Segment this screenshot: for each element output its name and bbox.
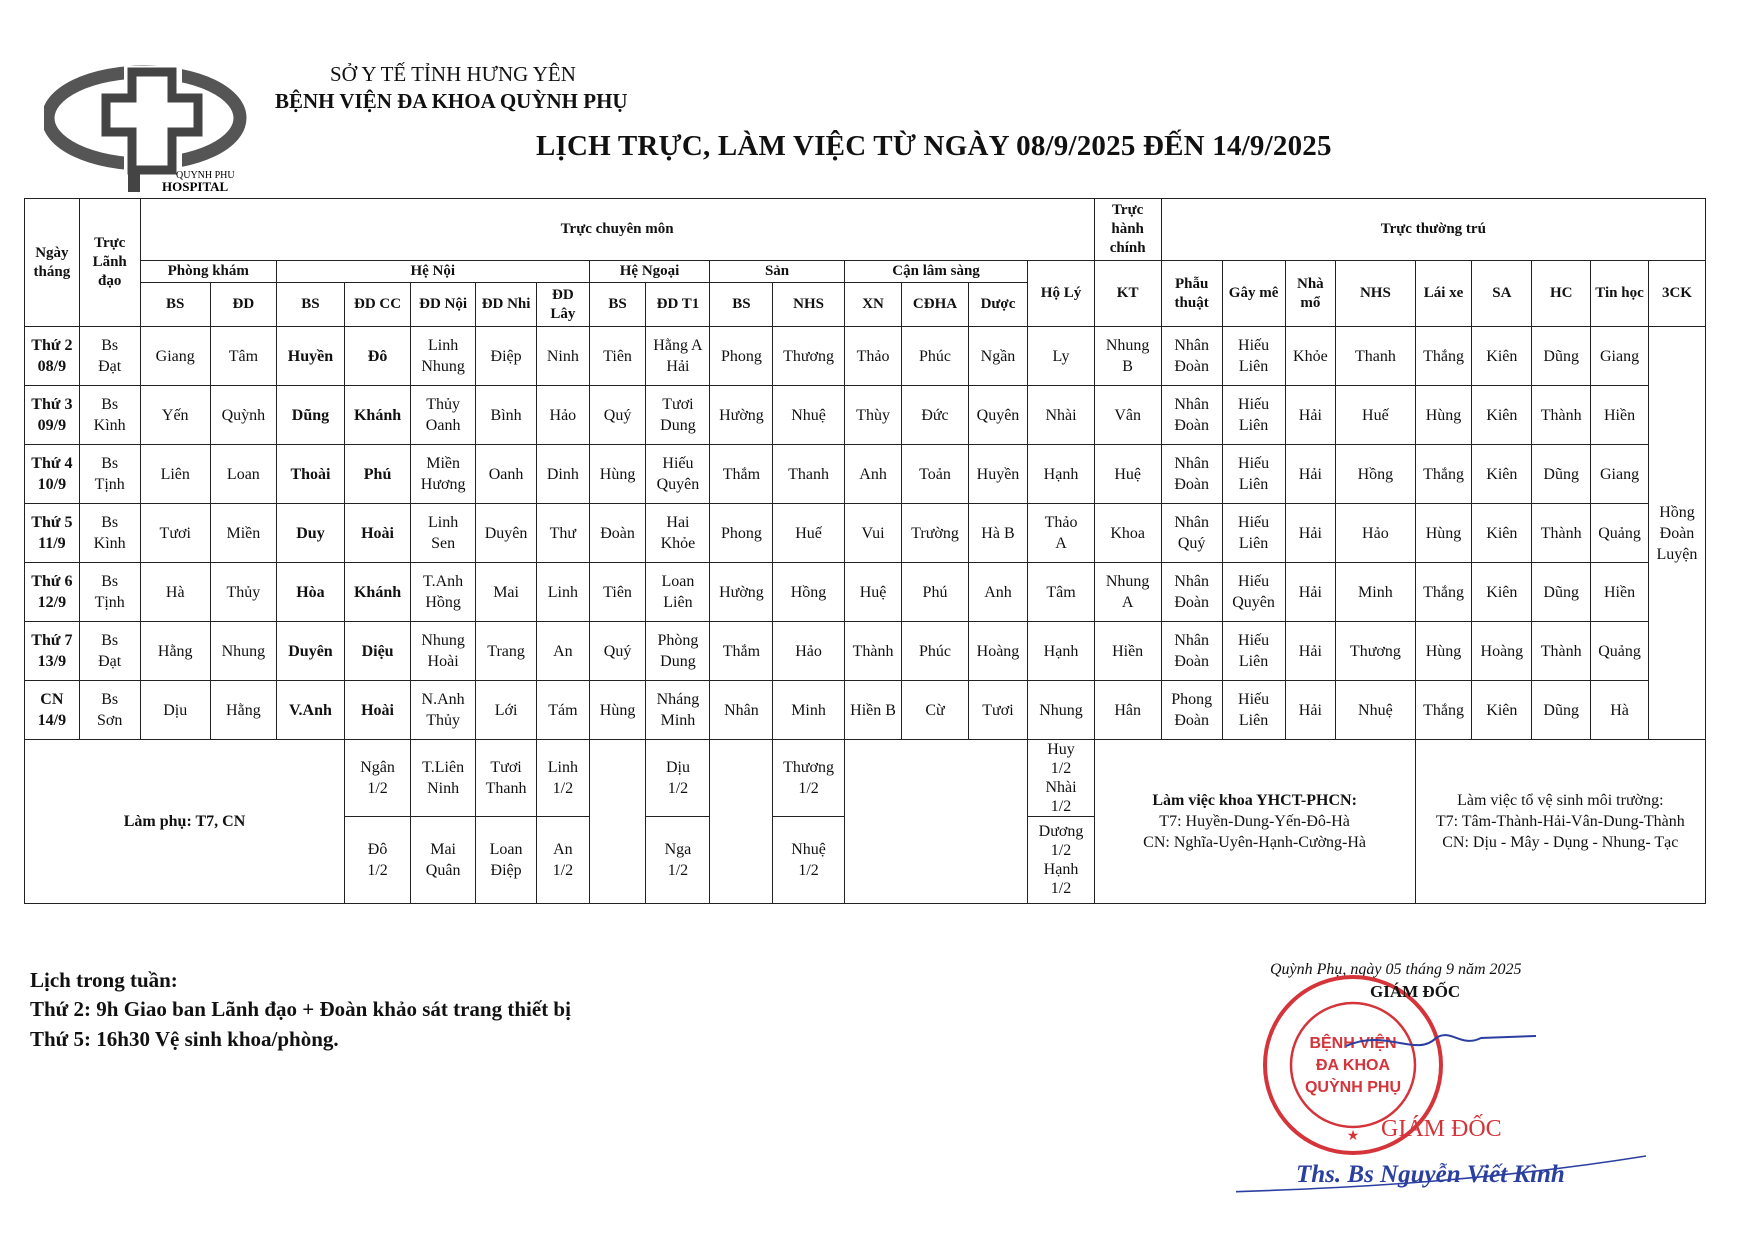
header-nursing-aide: Hộ Lý xyxy=(1028,261,1094,327)
duty-schedule-table xyxy=(24,198,1706,904)
table-cell: Thắng xyxy=(1415,681,1472,740)
table-cell: Trường xyxy=(902,504,968,563)
table-cell: Hoài xyxy=(345,681,411,740)
table-cell: N.Anh Thủy xyxy=(411,681,476,740)
table-cell: Anh xyxy=(844,445,902,504)
table-cell: Hiếu Liên xyxy=(1222,445,1285,504)
table-cell: Yến xyxy=(140,386,210,445)
side-duty-ddnhi-bottom: Loan Điệp xyxy=(476,817,537,904)
table-cell: Hồng xyxy=(773,563,844,622)
table-row xyxy=(25,445,1706,504)
table-cell: Trang xyxy=(476,622,537,681)
sub-header: ĐD CC xyxy=(345,283,411,327)
table-cell: Nhài xyxy=(1028,386,1094,445)
table-cell: Bình xyxy=(476,386,537,445)
row-leader: Bs Tịnh xyxy=(79,563,140,622)
table-row xyxy=(25,504,1706,563)
side-duty-ddt1-top: Dịu 1/2 xyxy=(646,740,710,817)
table-cell: Thủy xyxy=(210,563,276,622)
stamp-line-2: ĐA KHOA xyxy=(1315,1057,1391,1074)
table-cell: Dũng xyxy=(1532,445,1591,504)
table-cell: Toản xyxy=(902,445,968,504)
sanitation-title: Làm việc tổ vệ sinh môi trường: xyxy=(1457,792,1664,809)
weekly-item-monday: Thứ 2: 9h Giao ban Lãnh đạo + Đoàn khảo sát trang thiết bị xyxy=(30,997,571,1021)
schedule-rows xyxy=(25,327,1706,740)
ck3-cell: Hồng Đoàn Luyện xyxy=(1648,327,1705,740)
table-cell: Thành xyxy=(1532,504,1591,563)
empty-cell xyxy=(844,740,1028,904)
table-cell: Giang xyxy=(1591,445,1649,504)
row-date: Thứ 4 10/9 xyxy=(25,445,80,504)
table-cell: Giang xyxy=(140,327,210,386)
table-cell: Thanh xyxy=(1336,327,1415,386)
table-cell: Hiếu Quyên xyxy=(646,445,710,504)
logo-text-bottom: HOSPITAL xyxy=(162,179,229,194)
table-cell: Huyền xyxy=(276,327,344,386)
table-cell: Kiên xyxy=(1472,563,1532,622)
table-cell: Nháng Minh xyxy=(646,681,710,740)
table-cell: Hằng A Hải xyxy=(646,327,710,386)
table-row xyxy=(25,327,1706,386)
table-cell: Hảo xyxy=(537,386,590,445)
table-cell: Hòa xyxy=(276,563,344,622)
header-surgery: Phẫu thuật xyxy=(1161,261,1222,327)
table-cell: Phú xyxy=(345,445,411,504)
table-cell: Khánh xyxy=(345,386,411,445)
table-cell: Quý xyxy=(589,622,646,681)
table-cell: Phòng Dung xyxy=(646,622,710,681)
table-cell: Đức xyxy=(902,386,968,445)
sub-header: BS xyxy=(276,283,344,327)
table-cell: Dũng xyxy=(1532,563,1591,622)
group-paraclinical: Cận lâm sàng xyxy=(844,261,1028,283)
row-leader: Bs Đạt xyxy=(79,622,140,681)
table-cell: Thư xyxy=(537,504,590,563)
table-cell: An xyxy=(537,622,590,681)
table-cell: Hải xyxy=(1285,563,1336,622)
header-midwife: NHS xyxy=(1336,261,1415,327)
table-cell: Dũng xyxy=(276,386,344,445)
table-cell: Liên xyxy=(140,445,210,504)
header-admin: Trực hành chính xyxy=(1094,199,1161,261)
table-cell: Giang xyxy=(1591,327,1649,386)
table-cell: Điệp xyxy=(476,327,537,386)
table-cell: Nhân Đoàn xyxy=(1161,622,1222,681)
table-cell: Huế xyxy=(1336,386,1415,445)
side-duty-nhs-bottom: Nhuệ 1/2 xyxy=(773,817,844,904)
table-cell: Kiên xyxy=(1472,327,1532,386)
table-cell: Tâm xyxy=(1028,563,1094,622)
sub-header: ĐD Nhi xyxy=(476,283,537,327)
table-cell: Quảng xyxy=(1591,622,1649,681)
sub-header: ĐD T1 xyxy=(646,283,710,327)
table-cell: Hùng xyxy=(589,681,646,740)
table-cell: Miền Hương xyxy=(411,445,476,504)
table-row xyxy=(25,622,1706,681)
table-cell: Hải xyxy=(1285,681,1336,740)
yhct-notice xyxy=(1094,740,1415,904)
table-cell: Khoa xyxy=(1094,504,1161,563)
table-cell: Thắm xyxy=(710,622,773,681)
table-cell: Nhân Đoàn xyxy=(1161,386,1222,445)
table-cell: Tươi xyxy=(140,504,210,563)
table-cell: Dũng xyxy=(1532,327,1591,386)
table-cell: Thành xyxy=(1532,386,1591,445)
table-cell: Thương xyxy=(1336,622,1415,681)
empty-cell xyxy=(710,740,773,904)
table-cell: Kiên xyxy=(1472,445,1532,504)
side-duty-ddnoi-bottom: Mai Quân xyxy=(411,817,476,904)
table-cell: Quảng xyxy=(1591,504,1649,563)
table-cell: Huệ xyxy=(1094,445,1161,504)
table-cell: Nhân Đoàn xyxy=(1161,327,1222,386)
row-date: Thứ 6 12/9 xyxy=(25,563,80,622)
table-cell: Tiên xyxy=(589,327,646,386)
table-cell: Hà xyxy=(140,563,210,622)
header-ultrasound: SA xyxy=(1472,261,1532,327)
table-cell: Hoàng xyxy=(1472,622,1532,681)
header-leader: Trực Lãnh đạo xyxy=(79,199,140,327)
table-cell: Phong xyxy=(710,504,773,563)
table-cell: Ngần xyxy=(968,327,1028,386)
table-cell: Nhung Hoài xyxy=(411,622,476,681)
table-cell: Thắng xyxy=(1415,445,1472,504)
side-duty-ddnhi-top: Tươi Thanh xyxy=(476,740,537,817)
table-cell: Loan Liên xyxy=(646,563,710,622)
table-cell: Linh xyxy=(537,563,590,622)
table-cell: Nhung B xyxy=(1094,327,1161,386)
table-cell: Tươi Dung xyxy=(646,386,710,445)
side-duty-ddlay-top: Linh 1/2 xyxy=(537,740,590,817)
table-cell: Nhung A xyxy=(1094,563,1161,622)
header-operating-room: Nhà mổ xyxy=(1285,261,1336,327)
table-cell: Tươi xyxy=(968,681,1028,740)
table-cell: Linh Sen xyxy=(411,504,476,563)
header-it: Tin học xyxy=(1591,261,1649,327)
row-leader: Bs Tịnh xyxy=(79,445,140,504)
table-cell: Đô xyxy=(345,327,411,386)
table-cell: Nhuệ xyxy=(773,386,844,445)
table-cell: Thắng xyxy=(1415,327,1472,386)
sub-header: Dược xyxy=(968,283,1028,327)
header-resident: Trực thường trú xyxy=(1161,199,1705,261)
table-cell: Oanh xyxy=(476,445,537,504)
sub-header: NHS xyxy=(773,283,844,327)
table-cell: Nhân Đoàn xyxy=(1161,445,1222,504)
table-cell: Linh Nhung xyxy=(411,327,476,386)
table-cell: Miền xyxy=(210,504,276,563)
table-cell: Hải xyxy=(1285,386,1336,445)
yhct-title: Làm việc khoa YHCT-PHCN: xyxy=(1152,792,1357,809)
table-cell: Huyền xyxy=(968,445,1028,504)
side-duty-ddcc-bottom: Đô 1/2 xyxy=(345,817,411,904)
table-cell: Ly xyxy=(1028,327,1094,386)
row-date: Thứ 2 08/9 xyxy=(25,327,80,386)
hospital-logo xyxy=(44,60,259,195)
table-cell: Nhân xyxy=(710,681,773,740)
table-cell: Kiên xyxy=(1472,386,1532,445)
table-cell: Phú xyxy=(902,563,968,622)
table-cell: Hùng xyxy=(1415,622,1472,681)
header-hc: HC xyxy=(1532,261,1591,327)
table-cell: V.Anh xyxy=(276,681,344,740)
header-driver: Lái xe xyxy=(1415,261,1472,327)
row-date: Thứ 3 09/9 xyxy=(25,386,80,445)
table-cell: Hạnh xyxy=(1028,622,1094,681)
table-cell: Thoài xyxy=(276,445,344,504)
director-heading: GIÁM ĐỐC xyxy=(1370,982,1461,1001)
table-cell: Hải xyxy=(1285,445,1336,504)
table-cell: Kiên xyxy=(1472,681,1532,740)
side-duty-nhs-top: Thương 1/2 xyxy=(773,740,844,817)
table-row xyxy=(25,563,1706,622)
table-cell: Diệu xyxy=(345,622,411,681)
logo-text-top: QUYNH PHU xyxy=(176,170,235,181)
table-cell: Thảo A xyxy=(1028,504,1094,563)
table-cell: Khánh xyxy=(345,563,411,622)
table-cell: Hai Khỏe xyxy=(646,504,710,563)
table-cell: Lới xyxy=(476,681,537,740)
table-cell: Thảo xyxy=(844,327,902,386)
table-cell: Duyên xyxy=(276,622,344,681)
header-date: Ngày tháng xyxy=(25,199,80,327)
table-cell: Phong Đoàn xyxy=(1161,681,1222,740)
table-cell: Dinh xyxy=(537,445,590,504)
table-cell: Hoài xyxy=(345,504,411,563)
table-cell: Hiếu Liên xyxy=(1222,327,1285,386)
page-title: LỊCH TRỰC, LÀM VIỆC TỪ NGÀY 08/9/2025 ĐẾN 14/9/2025 xyxy=(536,130,1332,162)
table-cell: Minh xyxy=(773,681,844,740)
table-cell: Hằng xyxy=(210,681,276,740)
table-cell: Hường xyxy=(710,563,773,622)
sub-header: ĐD Lây xyxy=(537,283,590,327)
sub-header: CĐHA xyxy=(902,283,968,327)
director-signature xyxy=(1236,1018,1676,1198)
yhct-saturday: T7: Huyền-Dung-Yến-Đô-Hà xyxy=(1159,813,1350,830)
table-cell: Anh xyxy=(968,563,1028,622)
row-leader: Bs Kình xyxy=(79,504,140,563)
table-cell: Thắng xyxy=(1415,563,1472,622)
row-date: Thứ 5 11/9 xyxy=(25,504,80,563)
table-cell: Hiền B xyxy=(844,681,902,740)
hospital-name: BỆNH VIỆN ĐA KHOA QUỲNH PHỤ xyxy=(275,89,628,113)
table-cell: Dũng xyxy=(1532,681,1591,740)
table-cell: Thương xyxy=(773,327,844,386)
table-cell: Loan xyxy=(210,445,276,504)
signature-name: Ths. Bs Nguyễn Viết Kình xyxy=(1296,1161,1565,1188)
row-leader: Bs Đạt xyxy=(79,327,140,386)
row-date: Thứ 7 13/9 xyxy=(25,622,80,681)
table-cell: Phúc xyxy=(902,622,968,681)
table-cell: Hùng xyxy=(589,445,646,504)
group-obstetrics: Sản xyxy=(710,261,844,283)
table-cell: Kiên xyxy=(1472,504,1532,563)
sub-header: XN xyxy=(844,283,902,327)
row-leader: Bs Sơn xyxy=(79,681,140,740)
table-cell: Hoàng xyxy=(968,622,1028,681)
sub-header: ĐD Nội xyxy=(411,283,476,327)
table-row xyxy=(25,681,1706,740)
table-cell: Khỏe xyxy=(1285,327,1336,386)
table-cell: Dịu xyxy=(140,681,210,740)
stamp-star: ★ xyxy=(1346,1129,1360,1144)
place-date: Quỳnh Phụ, ngày 05 tháng 9 năm 2025 xyxy=(1270,961,1522,978)
table-cell: Thành xyxy=(1532,622,1591,681)
side-duty-ddt1-bottom: Nga 1/2 xyxy=(646,817,710,904)
sub-header: BS xyxy=(710,283,773,327)
table-cell: Huế xyxy=(773,504,844,563)
table-cell: Hùng xyxy=(1415,504,1472,563)
table-cell: Phong xyxy=(710,327,773,386)
table-cell: Hằng xyxy=(140,622,210,681)
table-cell: Nhân Quý xyxy=(1161,504,1222,563)
table-cell: Hảo xyxy=(1336,504,1415,563)
table-cell: Hiếu Liên xyxy=(1222,504,1285,563)
side-duty-ddnoi-top: T.Liên Ninh xyxy=(411,740,476,817)
table-cell: Thành xyxy=(844,622,902,681)
table-cell: Hiền xyxy=(1591,563,1649,622)
table-cell: Phúc xyxy=(902,327,968,386)
weekly-item-thursday: Thứ 5: 16h30 Vệ sinh khoa/phòng. xyxy=(30,1027,339,1051)
table-cell: Quý xyxy=(589,386,646,445)
department-name: SỞ Y TẾ TỈNH HƯNG YÊN xyxy=(330,62,576,86)
header-kt: KT xyxy=(1094,261,1161,327)
table-cell: Tám xyxy=(537,681,590,740)
table-cell: Duy xyxy=(276,504,344,563)
table-cell: Hiếu Liên xyxy=(1222,681,1285,740)
stamp-line-1: BỆNH VIỆN xyxy=(1309,1035,1397,1052)
table-cell: Nhân Đoàn xyxy=(1161,563,1222,622)
stamp-line-3: QUỲNH PHỤ xyxy=(1304,1079,1402,1096)
table-cell: Hiền xyxy=(1094,622,1161,681)
table-cell: Tâm xyxy=(210,327,276,386)
table-cell: Hải xyxy=(1285,504,1336,563)
sub-header: BS xyxy=(589,283,646,327)
group-internal: Hệ Nội xyxy=(276,261,589,283)
table-cell: Hà xyxy=(1591,681,1649,740)
header-3ck: 3CK xyxy=(1648,261,1705,327)
sanitation-notice xyxy=(1415,740,1705,904)
table-cell: Hải xyxy=(1285,622,1336,681)
table-cell: Nhung xyxy=(210,622,276,681)
table-cell: Vui xyxy=(844,504,902,563)
side-duty-holy-top: Huy 1/2 Nhài 1/2 xyxy=(1028,740,1094,817)
table-cell: Thùy xyxy=(844,386,902,445)
table-row xyxy=(25,386,1706,445)
table-cell: Huệ xyxy=(844,563,902,622)
table-cell: Hiếu Quyên xyxy=(1222,563,1285,622)
table-cell: Nhung xyxy=(1028,681,1094,740)
table-cell: Hùng xyxy=(1415,386,1472,445)
table-cell: Ninh xyxy=(537,327,590,386)
group-clinic: Phòng khám xyxy=(140,261,276,283)
header-professional: Trực chuyên môn xyxy=(140,199,1094,261)
table-cell: Hiếu Liên xyxy=(1222,386,1285,445)
table-cell: Minh xyxy=(1336,563,1415,622)
side-duty-ddcc-top: Ngân 1/2 xyxy=(345,740,411,817)
table-cell: Hạnh xyxy=(1028,445,1094,504)
table-cell: Mai xyxy=(476,563,537,622)
signature-title: GIÁM ĐỐC xyxy=(1381,1116,1502,1142)
table-cell: Hảo xyxy=(773,622,844,681)
yhct-sunday: CN: Nghĩa-Uyên-Hạnh-Cường-Hà xyxy=(1143,834,1367,851)
weekly-schedule-title: Lịch trong tuần: xyxy=(30,968,178,992)
table-cell: Hường xyxy=(710,386,773,445)
table-cell: Hân xyxy=(1094,681,1161,740)
table-cell: Duyên xyxy=(476,504,537,563)
sanitation-saturday: T7: Tâm-Thành-Hải-Vân-Dung-Thành xyxy=(1435,813,1685,830)
table-cell: Hồng xyxy=(1336,445,1415,504)
side-duty-ddlay-bottom: An 1/2 xyxy=(537,817,590,904)
table-cell: Vân xyxy=(1094,386,1161,445)
table-cell: Hiếu Liên xyxy=(1222,622,1285,681)
table-cell: Quyên xyxy=(968,386,1028,445)
table-cell: Cừ xyxy=(902,681,968,740)
table-cell: Thanh xyxy=(773,445,844,504)
table-cell: Tiên xyxy=(589,563,646,622)
sub-header: ĐD xyxy=(210,283,276,327)
header-anesthesia: Gây mê xyxy=(1222,261,1285,327)
table-cell: Thắm xyxy=(710,445,773,504)
group-surgical: Hệ Ngoại xyxy=(589,261,710,283)
sub-header: BS xyxy=(140,283,210,327)
side-duty-holy-bottom: Dương 1/2 Hạnh 1/2 xyxy=(1028,817,1094,904)
table-cell: Quỳnh xyxy=(210,386,276,445)
row-date: CN 14/9 xyxy=(25,681,80,740)
table-cell: Nhuệ xyxy=(1336,681,1415,740)
table-cell: Đoàn xyxy=(589,504,646,563)
sanitation-sunday: CN: Dịu - Mây - Dụng - Nhung- Tạc xyxy=(1442,834,1679,851)
table-cell: Thủy Oanh xyxy=(411,386,476,445)
table-cell: T.Anh Hồng xyxy=(411,563,476,622)
side-duty-label: Làm phụ: T7, CN xyxy=(25,740,345,904)
empty-cell xyxy=(589,740,646,904)
row-leader: Bs Kình xyxy=(79,386,140,445)
table-cell: Hiền xyxy=(1591,386,1649,445)
table-cell: Hà B xyxy=(968,504,1028,563)
